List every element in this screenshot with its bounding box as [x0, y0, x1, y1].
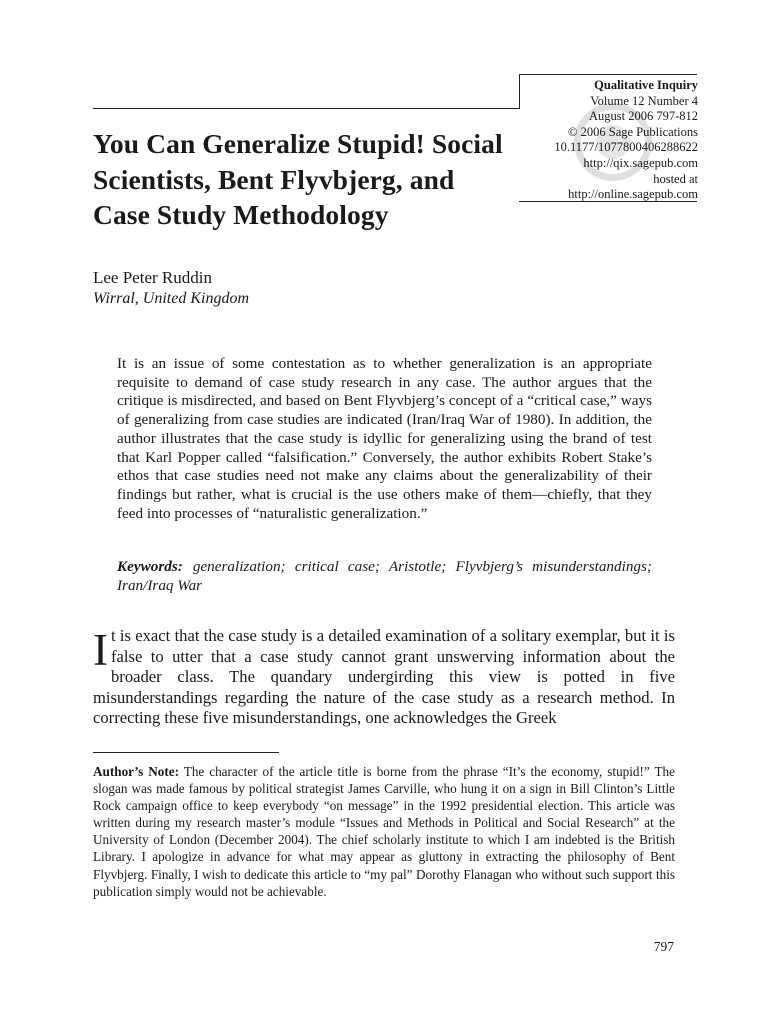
journal-doi: 10.1177/1077800406288622 [554, 140, 698, 155]
keywords-label: Keywords: [117, 558, 183, 575]
journal-hosted: hosted at [653, 171, 698, 186]
author-note [93, 763, 675, 900]
header-rule-vertical [519, 74, 520, 109]
journal-date-pages: August 2006 797-812 [588, 109, 698, 124]
author-affiliation: Wirral, United Kingdom [93, 290, 250, 307]
body-paragraph [93, 626, 675, 729]
journal-info [554, 78, 698, 203]
page-number: 797 [653, 939, 674, 954]
drop-cap: I [93, 625, 108, 675]
header-rule [93, 108, 520, 109]
journal-name: Qualitative Inquiry [594, 78, 698, 92]
article-title: You Can Generalize Stupid! Social Scientists, Bent Flyvbjerg, and Case Study Methodology [93, 128, 503, 230]
footnote-rule [93, 752, 279, 753]
abstract: It is an issue of some contestation as to whether generalization is an appropriate requisite to demand of case study research in any case. The author argues that the critique is misdirected, and based on Bent Flyvbjerg’s concept of a “critical case,” ways of generalizing from case studies are indicated (Iran/Iraq War of 1980). In addition, the author illustrates that the case study is idyllic for generalizing using the brand of test that Karl Popper called “falsification.” Conversely, the author exhibits Robert Stake’s ethos that case studies need not make any claims about the generalizability of their findings but rather, what is crucial is the use others make of them—chiefly, that they feed into processes of “naturalistic generalization.” [117, 355, 652, 522]
author-note-text: The character of the article title is borne from the phrase “It’s the economy, stupid!” The slogan was made famous by political strategist James Carville, who hung it on a sign in Bill Clinton’s Little Rock campaign office to keep everybody “on message” in the 1992 presidential election. This article was written during my research master’s module “Issues and Methods in Political and Social Research” at the University of London (December 2004). The chief scholarly institute to which I am indebted is the British Library. I apologize in advance for what may appear as gluttony in extracting the philosophy of Bent Flyvbjerg. Finally, I wish to dedicate this article to “my pal” Dorothy Flanagan who without such support this publication simply would not be achievable. [93, 764, 675, 899]
journal-copyright: © 2006 Sage Publications [568, 124, 698, 139]
author-name: Lee Peter Ruddin [93, 268, 212, 287]
journal-url: http://qix.sagepub.com [583, 155, 698, 170]
journal-hosted-url: http://online.sagepub.com [568, 187, 698, 202]
keywords [117, 557, 652, 595]
keywords-text: generalization; critical case; Aristotle; Flyvbjerg’s misunderstandings; Iran/Iraq War [117, 558, 652, 594]
journal-volume: Volume 12 Number 4 [590, 93, 698, 108]
author-note-label: Author’s Note: [93, 764, 180, 779]
journal-box-top-rule [519, 74, 697, 75]
body-text: t is exact that the case study is a detailed examination of a solitary exemplar, but it is false to utter that a case study cannot grant unswerving information about the broader class. The quandary undergirding this view is potted in five misunderstandings regarding the nature of the case study as a research method. In correcting these five misunderstandings, one acknowledges the Greek [93, 626, 675, 728]
